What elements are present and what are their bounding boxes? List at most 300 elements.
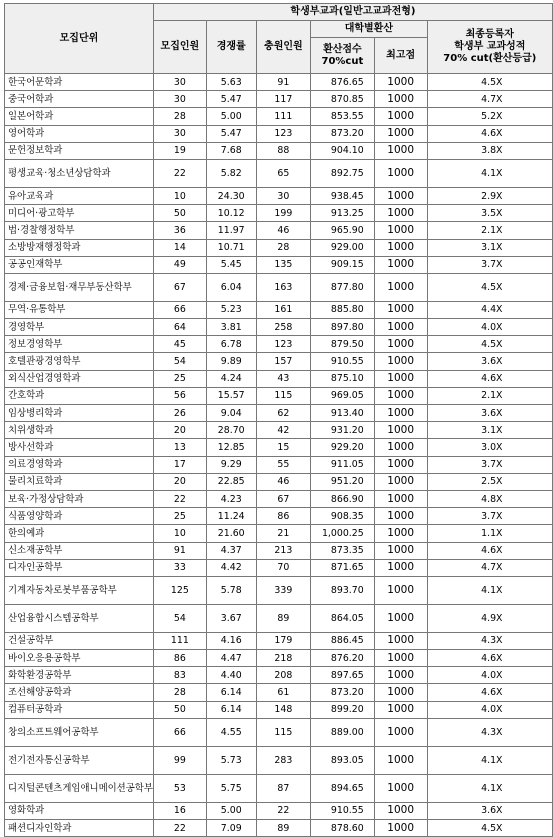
quota-cell: 30 — [153, 125, 206, 142]
filled-cell: 123 — [256, 125, 310, 142]
filled-cell: 89 — [256, 820, 310, 837]
ratio-cell: 3.67 — [206, 604, 256, 632]
unit-name-cell: 소방방재행정학과 — [5, 239, 154, 256]
conv-cut-cell: 876.65 — [311, 74, 375, 91]
table-row — [5, 74, 553, 91]
table-header — [5, 4, 553, 74]
table-row — [5, 205, 553, 222]
ratio-cell: 6.14 — [206, 684, 256, 701]
table-row — [5, 108, 553, 125]
ratio-cell: 12.85 — [206, 439, 256, 456]
table-row — [5, 508, 553, 525]
table-row — [5, 301, 553, 318]
filled-cell: 123 — [256, 336, 310, 353]
max-score-cell: 1000 — [374, 142, 427, 159]
unit-name-cell: 무역·유통학부 — [5, 301, 154, 318]
grade-cell: 4.1X — [427, 576, 552, 604]
filled-cell: 43 — [256, 370, 310, 387]
conv-cut-cell: 913.40 — [311, 405, 375, 422]
max-score-cell: 1000 — [374, 701, 427, 718]
table-row — [5, 125, 553, 142]
grade-cell: 4.6X — [427, 650, 552, 667]
max-score-cell: 1000 — [374, 456, 427, 473]
conv-cut-cell: 893.05 — [311, 746, 375, 774]
ratio-cell: 11.97 — [206, 222, 256, 239]
ratio-cell: 5.00 — [206, 802, 256, 819]
conv-cut-cell: 897.80 — [311, 319, 375, 336]
filled-cell: 283 — [256, 746, 310, 774]
grade-cell: 4.3X — [427, 632, 552, 649]
filled-cell: 42 — [256, 422, 310, 439]
unit-name-cell: 보육·가정상담학과 — [5, 490, 154, 507]
max-score-cell: 1000 — [374, 632, 427, 649]
ratio-cell: 24.30 — [206, 187, 256, 204]
filled-cell: 111 — [256, 108, 310, 125]
ratio-cell: 4.55 — [206, 718, 256, 746]
grade-cell: 4.1X — [427, 159, 552, 187]
filled-cell: 208 — [256, 667, 310, 684]
quota-cell: 83 — [153, 667, 206, 684]
filled-cell: 339 — [256, 576, 310, 604]
conv-cut-cell: 897.65 — [311, 667, 375, 684]
quota-cell: 28 — [153, 684, 206, 701]
unit-name-cell: 간호학과 — [5, 387, 154, 404]
max-score-cell: 1000 — [374, 684, 427, 701]
conv-cut-cell: 893.70 — [311, 576, 375, 604]
unit-name-cell: 창의소프트웨어공학부 — [5, 718, 154, 746]
max-score-cell: 1000 — [374, 718, 427, 746]
unit-name-cell: 컴퓨터공학과 — [5, 701, 154, 718]
quota-cell: 36 — [153, 222, 206, 239]
ratio-cell: 4.40 — [206, 667, 256, 684]
ratio-cell: 21.60 — [206, 525, 256, 542]
unit-name-cell: 기계자동차로봇부품공학부 — [5, 576, 154, 604]
quota-cell: 28 — [153, 108, 206, 125]
conv-cut-cell: 877.80 — [311, 273, 375, 301]
quota-cell: 111 — [153, 632, 206, 649]
filled-cell: 28 — [256, 239, 310, 256]
filled-cell: 21 — [256, 525, 310, 542]
max-score-cell: 1000 — [374, 159, 427, 187]
quota-cell: 86 — [153, 650, 206, 667]
unit-name-cell: 식품영양학과 — [5, 508, 154, 525]
unit-name-cell: 조선해양공학과 — [5, 684, 154, 701]
table-row — [5, 525, 553, 542]
unit-name-cell: 임상병리학과 — [5, 405, 154, 422]
unit-name-cell: 외식산업경영학과 — [5, 370, 154, 387]
conv-cut-cell: 879.50 — [311, 336, 375, 353]
quota-cell: 10 — [153, 187, 206, 204]
grade-cell: 4.0X — [427, 701, 552, 718]
max-score-cell: 1000 — [374, 387, 427, 404]
table-row — [5, 387, 553, 404]
filled-cell: 117 — [256, 91, 310, 108]
grade-cell: 3.7X — [427, 456, 552, 473]
filled-cell: 213 — [256, 542, 310, 559]
conv-cut-cell: 1,000.25 — [311, 525, 375, 542]
quota-cell: 67 — [153, 273, 206, 301]
grade-cell: 4.7X — [427, 559, 552, 576]
ratio-cell: 7.68 — [206, 142, 256, 159]
grade-cell: 4.4X — [427, 301, 552, 318]
conv-cut-cell: 929.20 — [311, 439, 375, 456]
max-score-cell: 1000 — [374, 820, 427, 837]
unit-name-cell: 신소재공학부 — [5, 542, 154, 559]
grade-cell: 1.1X — [427, 525, 552, 542]
max-score-cell: 1000 — [374, 508, 427, 525]
grade-cell: 3.7X — [427, 256, 552, 273]
filled-cell: 30 — [256, 187, 310, 204]
ratio-cell: 5.82 — [206, 159, 256, 187]
ratio-cell: 4.24 — [206, 370, 256, 387]
ratio-cell: 10.71 — [206, 239, 256, 256]
ratio-cell: 9.89 — [206, 353, 256, 370]
filled-cell: 86 — [256, 508, 310, 525]
table-row — [5, 774, 553, 802]
quota-cell: 64 — [153, 319, 206, 336]
ratio-cell: 5.78 — [206, 576, 256, 604]
max-score-cell: 1000 — [374, 108, 427, 125]
conv-cut-cell: 871.65 — [311, 559, 375, 576]
ratio-cell: 9.29 — [206, 456, 256, 473]
table-row — [5, 405, 553, 422]
max-score-cell: 1000 — [374, 746, 427, 774]
filled-cell: 91 — [256, 74, 310, 91]
table-row — [5, 802, 553, 819]
filled-cell: 258 — [256, 319, 310, 336]
ratio-cell: 22.85 — [206, 473, 256, 490]
table-row — [5, 820, 553, 837]
conv-cut-cell: 885.80 — [311, 301, 375, 318]
conv-cut-cell: 886.45 — [311, 632, 375, 649]
filled-cell: 88 — [256, 142, 310, 159]
conv-cut-cell: 873.20 — [311, 125, 375, 142]
filled-cell: 199 — [256, 205, 310, 222]
max-score-cell: 1000 — [374, 205, 427, 222]
max-score-cell: 1000 — [374, 222, 427, 239]
ratio-cell: 4.42 — [206, 559, 256, 576]
max-score-cell: 1000 — [374, 802, 427, 819]
filled-cell: 179 — [256, 632, 310, 649]
conv-cut-cell: 931.20 — [311, 422, 375, 439]
header-final-line3: 70% cut(환산등급) — [443, 53, 537, 64]
max-score-cell: 1000 — [374, 604, 427, 632]
unit-name-cell: 문헌정보학과 — [5, 142, 154, 159]
ratio-cell: 5.23 — [206, 301, 256, 318]
conv-cut-cell: 853.55 — [311, 108, 375, 125]
max-score-cell: 1000 — [374, 576, 427, 604]
ratio-cell: 5.75 — [206, 774, 256, 802]
filled-cell: 135 — [256, 256, 310, 273]
grade-cell: 4.5X — [427, 74, 552, 91]
filled-cell: 89 — [256, 604, 310, 632]
quota-cell: 49 — [153, 256, 206, 273]
conv-cut-cell: 929.00 — [311, 239, 375, 256]
grade-cell: 3.6X — [427, 405, 552, 422]
table-row — [5, 256, 553, 273]
quota-cell: 17 — [153, 456, 206, 473]
table-row — [5, 542, 553, 559]
table-row — [5, 222, 553, 239]
conv-cut-cell: 911.05 — [311, 456, 375, 473]
admission-results-table — [4, 3, 553, 837]
grade-cell: 3.8X — [427, 142, 552, 159]
filled-cell: 157 — [256, 353, 310, 370]
quota-cell: 30 — [153, 74, 206, 91]
unit-name-cell: 건설공학부 — [5, 632, 154, 649]
max-score-cell: 1000 — [374, 301, 427, 318]
table-row — [5, 684, 553, 701]
unit-name-cell: 경영학부 — [5, 319, 154, 336]
grade-cell: 4.3X — [427, 718, 552, 746]
max-score-cell: 1000 — [374, 559, 427, 576]
grade-cell: 4.0X — [427, 319, 552, 336]
ratio-cell: 10.12 — [206, 205, 256, 222]
conv-cut-cell: 864.05 — [311, 604, 375, 632]
quota-cell: 54 — [153, 353, 206, 370]
unit-name-cell: 한의예과 — [5, 525, 154, 542]
quota-cell: 50 — [153, 701, 206, 718]
header-ratio: 경쟁률 — [206, 21, 256, 74]
max-score-cell: 1000 — [374, 256, 427, 273]
max-score-cell: 1000 — [374, 125, 427, 142]
quota-cell: 20 — [153, 473, 206, 490]
unit-name-cell: 정보경영학부 — [5, 336, 154, 353]
unit-name-cell: 미디어·광고학부 — [5, 205, 154, 222]
conv-cut-cell: 951.20 — [311, 473, 375, 490]
conv-cut-cell: 889.00 — [311, 718, 375, 746]
conv-cut-cell: 875.10 — [311, 370, 375, 387]
max-score-cell: 1000 — [374, 336, 427, 353]
max-score-cell: 1000 — [374, 239, 427, 256]
quota-cell: 26 — [153, 405, 206, 422]
conv-cut-cell: 910.55 — [311, 802, 375, 819]
conv-cut-cell: 899.20 — [311, 701, 375, 718]
grade-cell: 2.9X — [427, 187, 552, 204]
filled-cell: 115 — [256, 718, 310, 746]
table-row — [5, 142, 553, 159]
quota-cell: 10 — [153, 525, 206, 542]
table-row — [5, 746, 553, 774]
table-body — [5, 74, 553, 837]
unit-name-cell: 호텔관광경영학부 — [5, 353, 154, 370]
header-conv-score-line1: 환산점수 — [323, 43, 362, 55]
ratio-cell: 5.45 — [206, 256, 256, 273]
grade-cell: 3.6X — [427, 802, 552, 819]
ratio-cell: 11.24 — [206, 508, 256, 525]
quota-cell: 16 — [153, 802, 206, 819]
unit-name-cell: 바이오응용공학부 — [5, 650, 154, 667]
conv-cut-cell: 892.75 — [311, 159, 375, 187]
ratio-cell: 5.63 — [206, 74, 256, 91]
unit-name-cell: 평생교육·청소년상담학과 — [5, 159, 154, 187]
grade-cell: 4.6X — [427, 684, 552, 701]
table-row — [5, 701, 553, 718]
table-row — [5, 490, 553, 507]
grade-cell: 2.1X — [427, 387, 552, 404]
quota-cell: 99 — [153, 746, 206, 774]
grade-cell: 5.2X — [427, 108, 552, 125]
grade-cell: 3.1X — [427, 422, 552, 439]
table-row — [5, 667, 553, 684]
unit-name-cell: 영어학과 — [5, 125, 154, 142]
filled-cell: 46 — [256, 222, 310, 239]
ratio-cell: 15.57 — [206, 387, 256, 404]
filled-cell: 15 — [256, 439, 310, 456]
ratio-cell: 4.16 — [206, 632, 256, 649]
quota-cell: 19 — [153, 142, 206, 159]
max-score-cell: 1000 — [374, 353, 427, 370]
ratio-cell: 5.00 — [206, 108, 256, 125]
conv-cut-cell: 969.05 — [311, 387, 375, 404]
ratio-cell: 4.47 — [206, 650, 256, 667]
unit-name-cell: 디지털콘텐츠게임애니메이션공학부 — [5, 774, 154, 802]
table-row — [5, 604, 553, 632]
max-score-cell: 1000 — [374, 405, 427, 422]
unit-name-cell: 물리치료학과 — [5, 473, 154, 490]
header-filled: 충원인원 — [256, 21, 310, 74]
quota-cell: 22 — [153, 820, 206, 837]
max-score-cell: 1000 — [374, 473, 427, 490]
unit-name-cell: 의료경영학과 — [5, 456, 154, 473]
ratio-cell: 5.73 — [206, 746, 256, 774]
header-final — [427, 21, 552, 74]
ratio-cell: 6.04 — [206, 273, 256, 301]
grade-cell: 4.0X — [427, 667, 552, 684]
table-row — [5, 273, 553, 301]
grade-cell: 4.6X — [427, 125, 552, 142]
quota-cell: 20 — [153, 422, 206, 439]
table-row — [5, 336, 553, 353]
quota-cell: 91 — [153, 542, 206, 559]
grade-cell: 4.5X — [427, 336, 552, 353]
unit-name-cell: 화학환경공학부 — [5, 667, 154, 684]
grade-cell: 2.1X — [427, 222, 552, 239]
quota-cell: 30 — [153, 91, 206, 108]
filled-cell: 55 — [256, 456, 310, 473]
max-score-cell: 1000 — [374, 650, 427, 667]
grade-cell: 4.8X — [427, 490, 552, 507]
conv-cut-cell: 876.20 — [311, 650, 375, 667]
quota-cell: 56 — [153, 387, 206, 404]
grade-cell: 4.9X — [427, 604, 552, 632]
conv-cut-cell: 866.90 — [311, 490, 375, 507]
filled-cell: 61 — [256, 684, 310, 701]
quota-cell: 13 — [153, 439, 206, 456]
filled-cell: 65 — [256, 159, 310, 187]
table-row — [5, 422, 553, 439]
conv-cut-cell: 873.35 — [311, 542, 375, 559]
unit-name-cell: 법·경찰행정학부 — [5, 222, 154, 239]
ratio-cell: 4.23 — [206, 490, 256, 507]
filled-cell: 67 — [256, 490, 310, 507]
filled-cell: 148 — [256, 701, 310, 718]
max-score-cell: 1000 — [374, 273, 427, 301]
quota-cell: 25 — [153, 508, 206, 525]
unit-name-cell: 영화학과 — [5, 802, 154, 819]
header-unit: 모집단위 — [5, 4, 154, 74]
conv-cut-cell: 938.45 — [311, 187, 375, 204]
unit-name-cell: 디자인공학부 — [5, 559, 154, 576]
unit-name-cell: 산업융합시스템공학부 — [5, 604, 154, 632]
ratio-cell: 6.78 — [206, 336, 256, 353]
table-row — [5, 370, 553, 387]
header-quota: 모집인원 — [153, 21, 206, 74]
table-row — [5, 91, 553, 108]
ratio-cell: 5.47 — [206, 91, 256, 108]
grade-cell: 4.7X — [427, 91, 552, 108]
unit-name-cell: 공공인재학부 — [5, 256, 154, 273]
max-score-cell: 1000 — [374, 542, 427, 559]
filled-cell: 161 — [256, 301, 310, 318]
unit-name-cell: 경제·금융보험·재무부동산학부 — [5, 273, 154, 301]
max-score-cell: 1000 — [374, 439, 427, 456]
table-row — [5, 650, 553, 667]
unit-name-cell: 중국어학과 — [5, 91, 154, 108]
filled-cell: 22 — [256, 802, 310, 819]
max-score-cell: 1000 — [374, 370, 427, 387]
table-row — [5, 718, 553, 746]
unit-name-cell: 치위생학과 — [5, 422, 154, 439]
table-row — [5, 559, 553, 576]
quota-cell: 125 — [153, 576, 206, 604]
max-score-cell: 1000 — [374, 774, 427, 802]
quota-cell: 22 — [153, 490, 206, 507]
unit-name-cell: 방사선학과 — [5, 439, 154, 456]
header-final-line1: 최종등록자 — [465, 29, 514, 40]
ratio-cell: 7.09 — [206, 820, 256, 837]
unit-name-cell: 일본어학과 — [5, 108, 154, 125]
table-row — [5, 632, 553, 649]
header-max: 최고점 — [374, 38, 427, 74]
max-score-cell: 1000 — [374, 187, 427, 204]
grade-cell: 3.0X — [427, 439, 552, 456]
conv-cut-cell: 910.55 — [311, 353, 375, 370]
filled-cell: 163 — [256, 273, 310, 301]
ratio-cell: 9.04 — [206, 405, 256, 422]
quota-cell: 25 — [153, 370, 206, 387]
unit-name-cell: 한국어문학과 — [5, 74, 154, 91]
filled-cell: 62 — [256, 405, 310, 422]
max-score-cell: 1000 — [374, 74, 427, 91]
quota-cell: 14 — [153, 239, 206, 256]
conv-cut-cell: 873.20 — [311, 684, 375, 701]
table-row — [5, 576, 553, 604]
ratio-cell: 6.14 — [206, 701, 256, 718]
header-group: 학생부교과(일반고교과전형) — [153, 4, 552, 21]
max-score-cell: 1000 — [374, 490, 427, 507]
grade-cell: 4.6X — [427, 542, 552, 559]
conv-cut-cell: 909.15 — [311, 256, 375, 273]
table-row — [5, 159, 553, 187]
max-score-cell: 1000 — [374, 319, 427, 336]
quota-cell: 54 — [153, 604, 206, 632]
conv-cut-cell: 908.35 — [311, 508, 375, 525]
max-score-cell: 1000 — [374, 667, 427, 684]
conv-cut-cell: 913.25 — [311, 205, 375, 222]
grade-cell: 3.7X — [427, 508, 552, 525]
conv-cut-cell: 904.10 — [311, 142, 375, 159]
filled-cell: 115 — [256, 387, 310, 404]
max-score-cell: 1000 — [374, 91, 427, 108]
grade-cell: 4.5X — [427, 820, 552, 837]
ratio-cell: 4.37 — [206, 542, 256, 559]
conv-cut-cell: 965.90 — [311, 222, 375, 239]
header-final-line2: 학생부 교과성적 — [454, 41, 526, 52]
header-conversion: 대학별환산 — [311, 21, 428, 38]
quota-cell: 33 — [153, 559, 206, 576]
grade-cell: 4.5X — [427, 273, 552, 301]
